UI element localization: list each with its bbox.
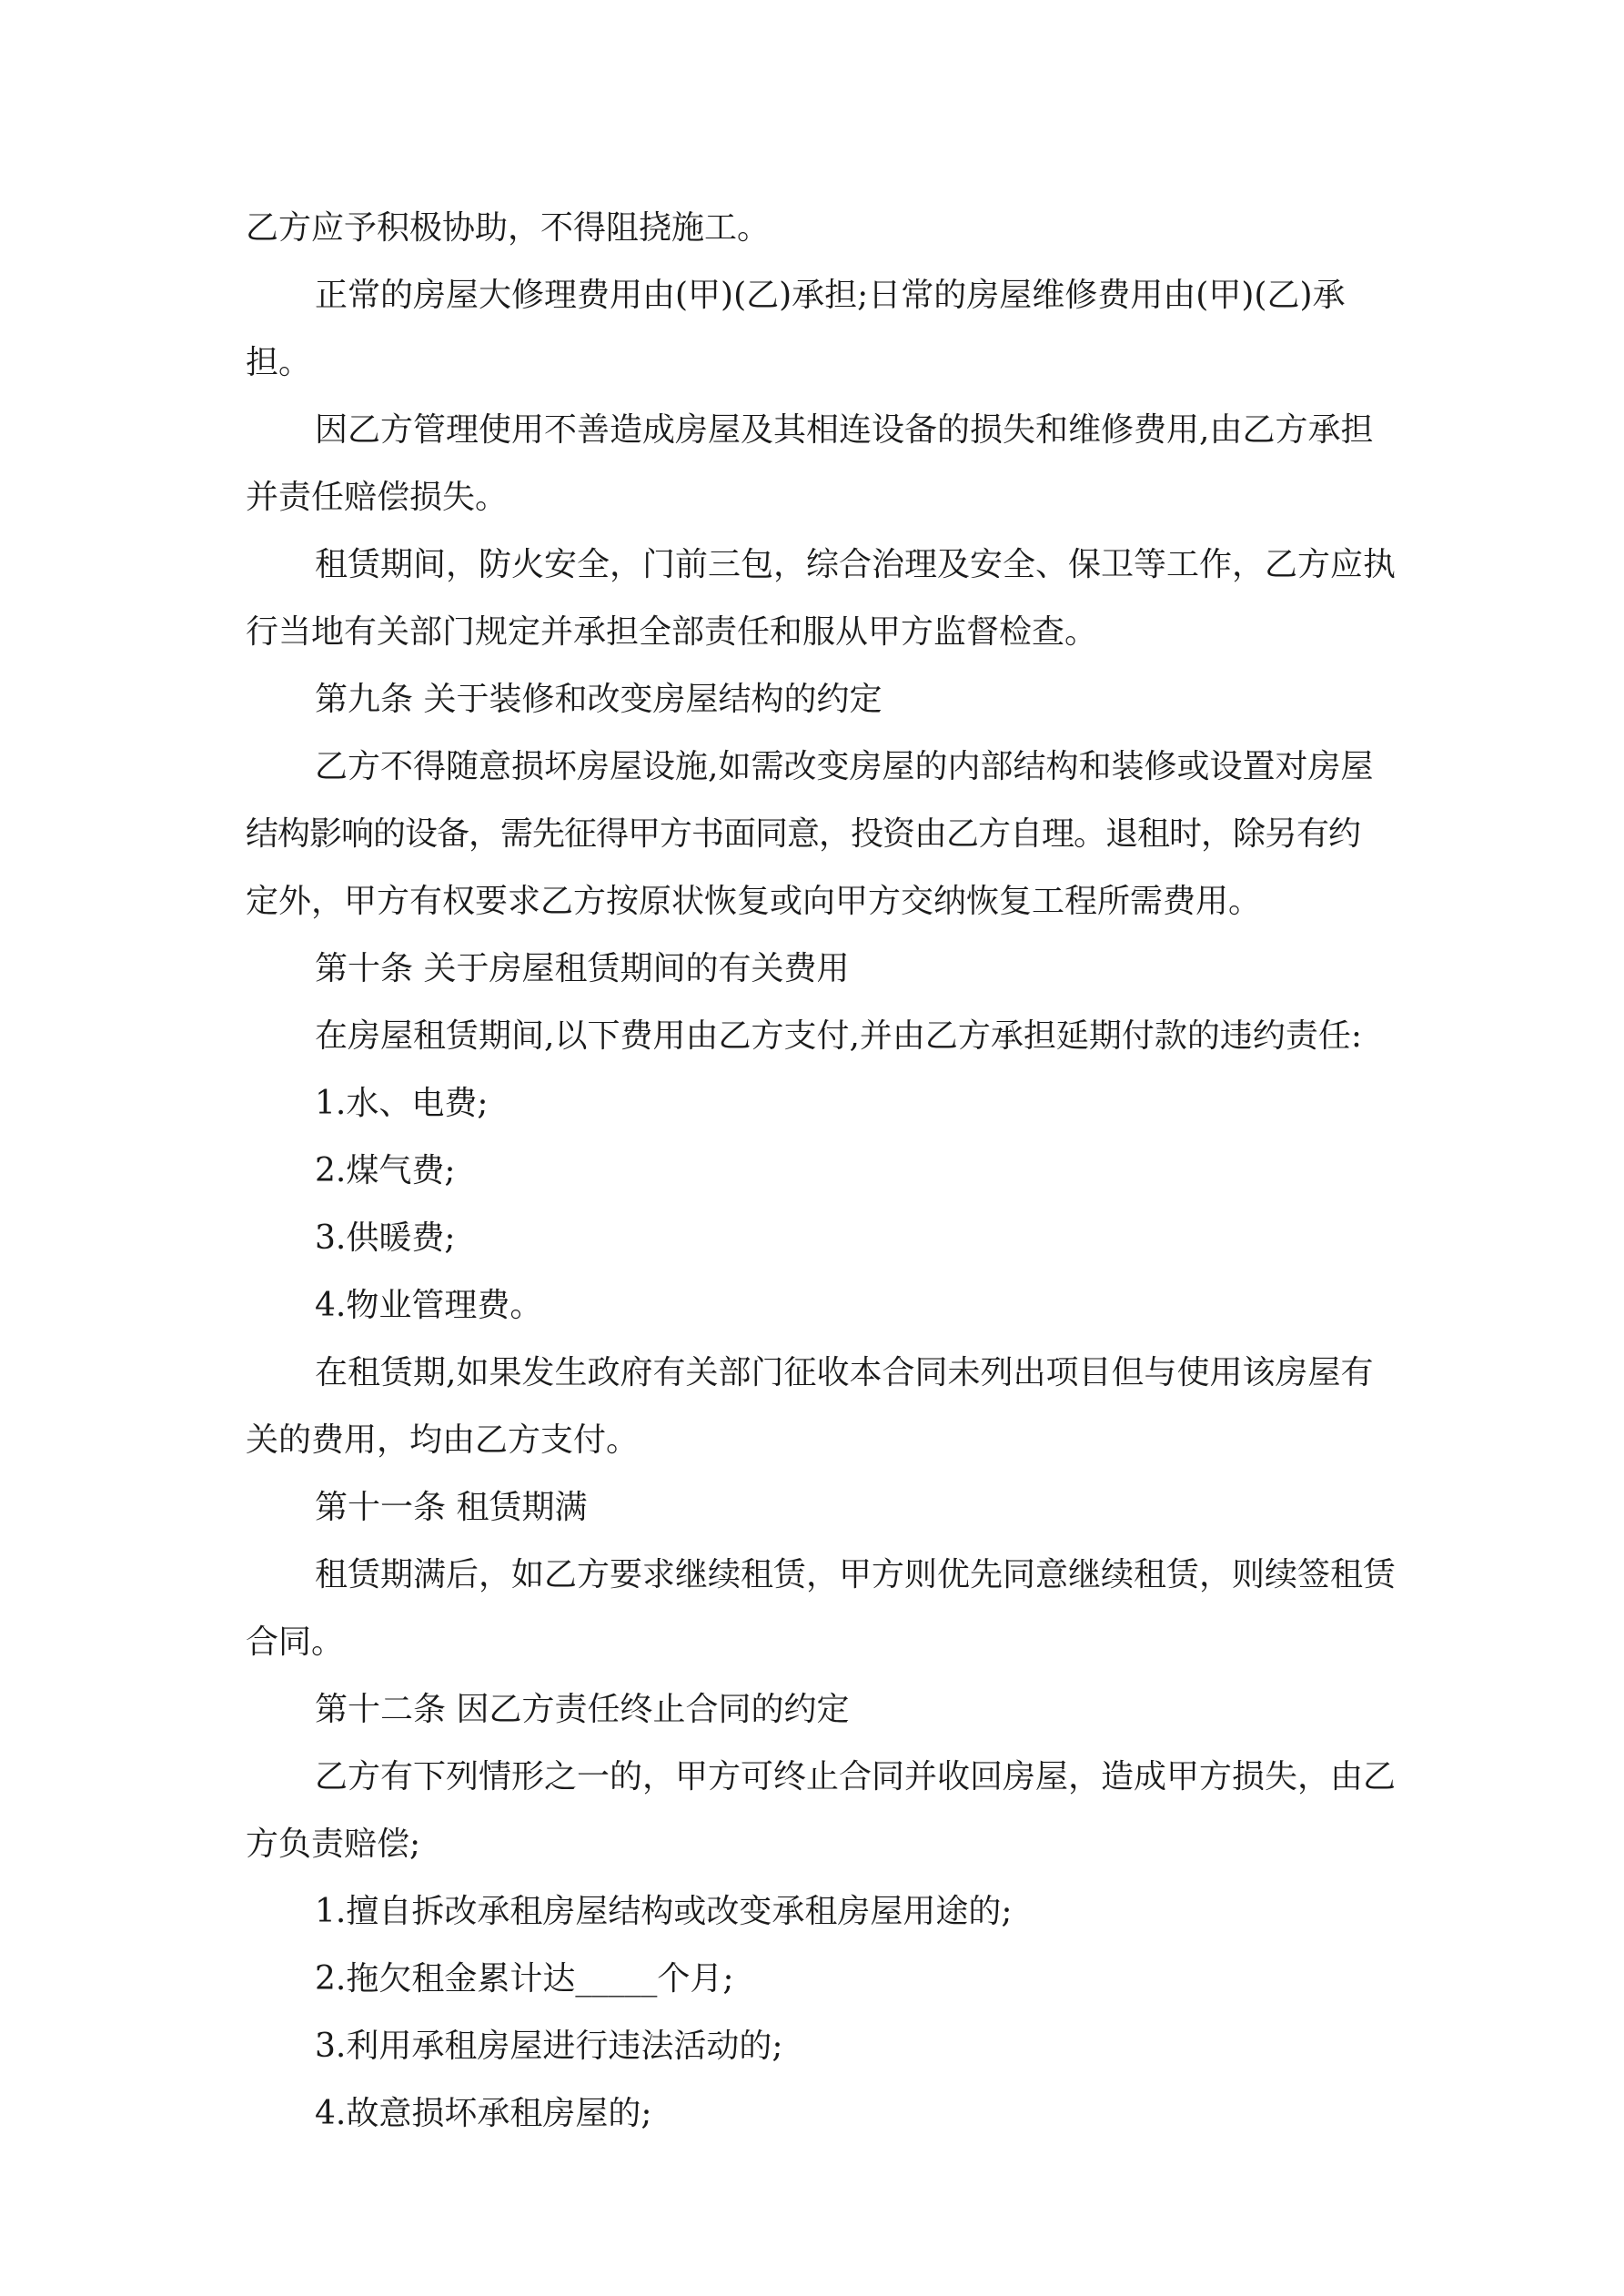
text-line: 方负责赔偿; (246, 1826, 421, 1863)
list-item: 3.利用承租房屋进行违法活动的; (315, 2028, 783, 2065)
section-heading-12: 第十二条 因乙方责任终止合同的约定 (315, 1691, 850, 1728)
text-line: 乙方应予积极协助，不得阻挠施工。 (246, 209, 771, 247)
text-line: 关的费用，均由乙方支付。 (246, 1421, 640, 1459)
text-line: 在房屋租赁期间,以下费用由乙方支付,并由乙方承担延期付款的违约责任: (315, 1017, 1363, 1055)
list-item: 2.煤气费; (315, 1152, 456, 1189)
document-page (246, 195, 1396, 2148)
text-line: 在租赁期,如果发生政府有关部门征收本合同未列出项目但与使用该房屋有 (315, 1354, 1374, 1391)
section-heading-10: 第十条 关于房屋租赁期间的有关费用 (315, 950, 850, 987)
text-line: 合同。 (246, 1623, 345, 1661)
section-heading-11: 第十一条 租赁期满 (315, 1489, 588, 1526)
text-line: 担。 (246, 344, 312, 381)
list-item: 2.拖欠租金累计达_____个月; (315, 1960, 734, 1998)
text-line: 行当地有关部门规定并承担全部责任和服从甲方监督检查。 (246, 613, 1098, 651)
text-line: 因乙方管理使用不善造成房屋及其相连设备的损失和维修费用,由乙方承担 (315, 411, 1374, 449)
list-item: 1.擅自拆改承租房屋结构或改变承租房屋用途的; (315, 1893, 1013, 1930)
text-line: 租赁期满后，如乙方要求继续租赁，甲方则优先同意继续租赁，则续签租赁 (315, 1556, 1397, 1593)
section-heading-9: 第九条 关于装修和改变房屋结构的约定 (315, 681, 883, 718)
list-item: 4.故意损坏承租房屋的; (315, 2095, 652, 2132)
list-item: 1.水、电费; (315, 1085, 489, 1122)
text-line: 定外，甲方有权要求乙方按原状恢复或向甲方交纳恢复工程所需费用。 (246, 883, 1262, 920)
text-line: 乙方有下列情形之一的，甲方可终止合同并收回房屋，造成甲方损失，由乙 (315, 1758, 1397, 1795)
text-line: 正常的房屋大修理费用由(甲)(乙)承担;日常的房屋维修费用由(甲)(乙)承 (315, 277, 1346, 314)
list-item: 3.供暖费; (315, 1219, 456, 1257)
text-line: 结构影响的设备，需先征得甲方书面同意，投资由乙方自理。退租时，除另有约 (246, 815, 1361, 853)
list-item: 4.物业管理费。 (315, 1287, 543, 1324)
text-line: 并责任赔偿损失。 (246, 479, 509, 516)
text-line: 租赁期间，防火安全，门前三包，综合治理及安全、保卫等工作，乙方应执 (315, 546, 1397, 583)
text-line: 乙方不得随意损坏房屋设施,如需改变房屋的内部结构和装修或设置对房屋 (315, 748, 1374, 785)
